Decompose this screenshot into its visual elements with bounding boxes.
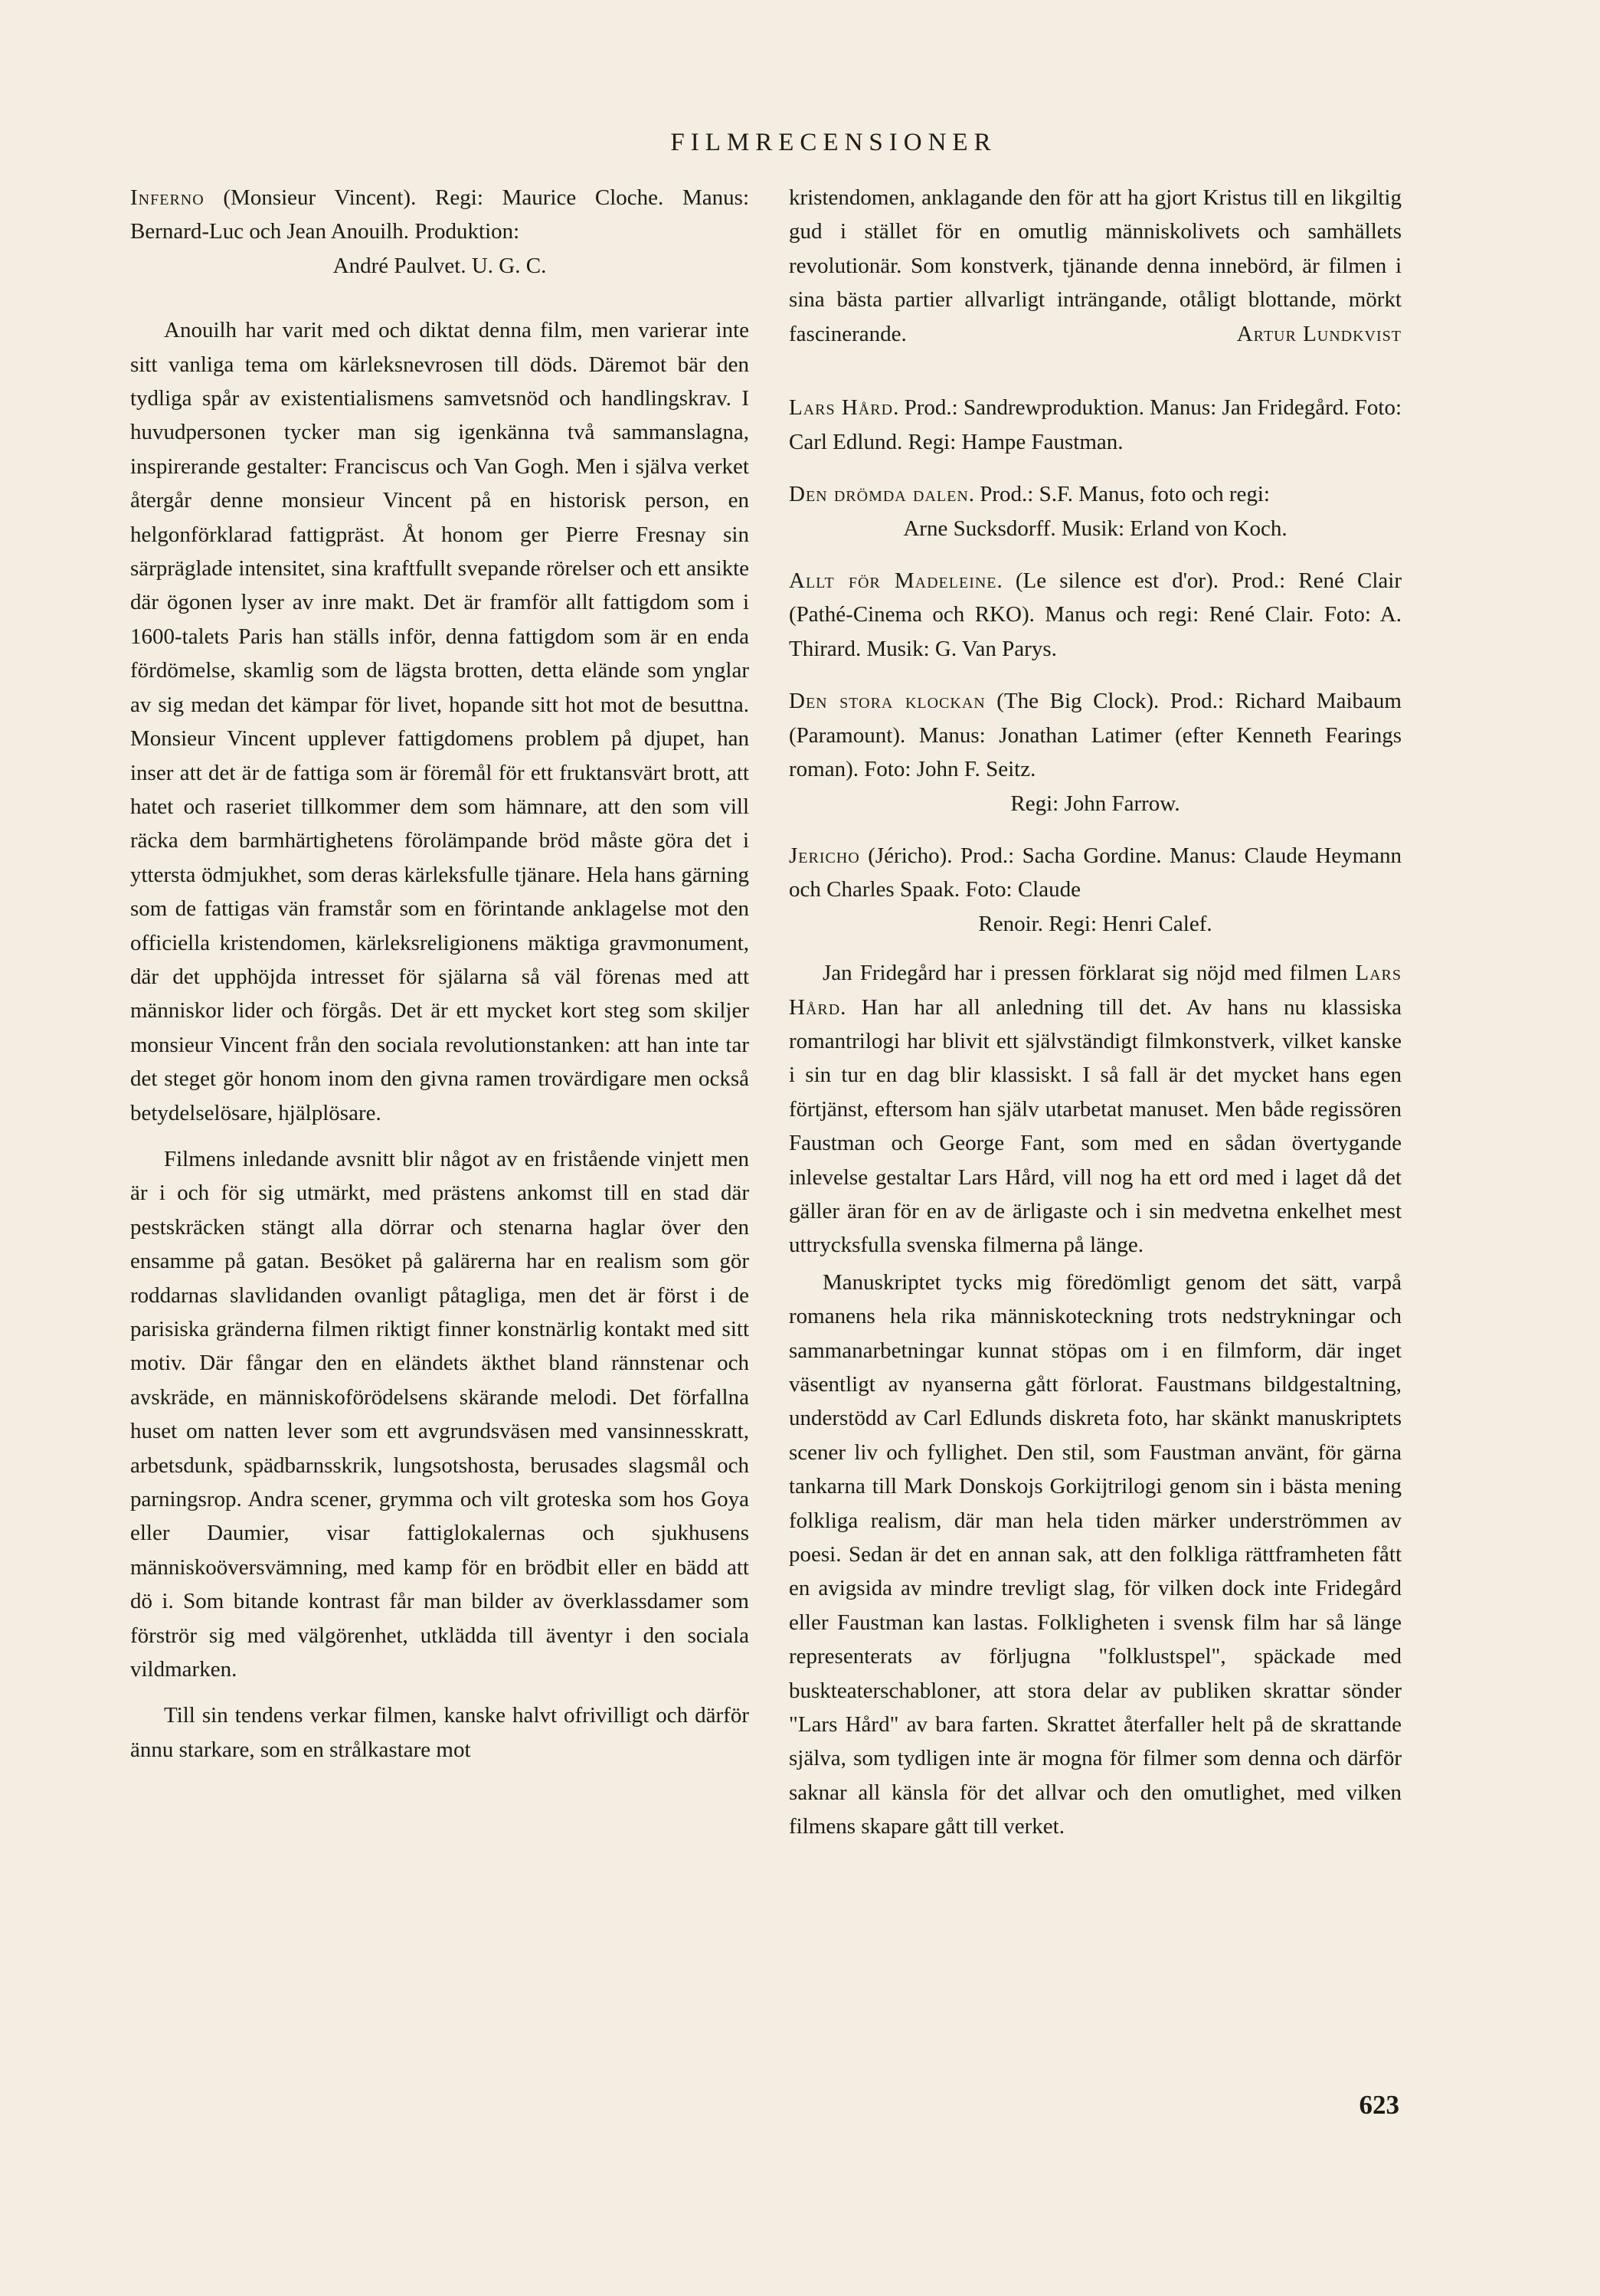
review-paragraph: Till sin tendens verkar filmen, kanske halvt ofrivilligt och därför ännu starkare, som en strålkastare mot xyxy=(130,1703,749,1762)
credit-lars-hard xyxy=(789,391,1402,459)
credit-allt-for-madeleine xyxy=(789,564,1402,666)
credits-text: . (Le silence est d'or). Prod.: René Clair (Pathé-Cinema och RKO). Manus och regi: René Clair. Foto: A. Thirard. Musik: G. Van Parys. xyxy=(789,568,1402,661)
credits-last-line: Regi: John Farrow. xyxy=(1010,791,1180,816)
film-title: Lars Hård xyxy=(789,395,894,421)
credit-den-dromda-dalen xyxy=(789,477,1402,545)
film-title: Jericho xyxy=(789,843,860,868)
film-title: Allt för Madeleine xyxy=(789,568,997,594)
review-paragraph: Filmens inledande avsnitt blir något av en fristående vinjett men är i och för sig utmärkt, med prästens ankomst till en stad där pestskräcken stängt alla dörrar och stenarna haglar över den ensamme på gatan. Besöket på galärerna har en realism som gör roddarnas slavlidanden ovanligt påtagliga, men det är först i de parisiska gränderna filmen riktigt finner konstnärlig kontakt med sitt motiv. Där fångar den en eländets äkthet bland rännstenar och avskräde, en människoförödelsens skärande melodi. Det förfallna huset om natten lever som ett avgrundsväsen med vansinnesskratt, arbetsdunk, spädbarnsskrik, lungsotshosta, berusades slagsmål och parningsrop. Andra scener, grymma och vilt groteska som hos Goya eller Daumier, visar fattiglokalernas och sjukhusens människoöversvämning, med kamp för en brödbit eller en bädd att dö i. Som bitande kontrast får man bilder av överklassdamer som förströr sig med välgörenhet, utklädda till äventyr i den sociala vildmarken. xyxy=(130,1146,749,1682)
film-title: Lars Hård xyxy=(789,961,1402,1020)
credits-last-line: André Paulvet. U. G. C. xyxy=(332,253,547,278)
credits-text: . Prod.: Sandrewproduktion. Manus: Jan Fridegård. Foto: Carl Edlund. Regi: Hampe Faustman. xyxy=(789,395,1402,454)
review-heading-inferno xyxy=(130,181,749,283)
credits-last-line: Renoir. Regi: Henri Calef. xyxy=(978,911,1212,936)
film-title: Den drömda dalen xyxy=(789,482,969,507)
film-title: Den stora klockan xyxy=(789,689,986,714)
credit-jericho xyxy=(789,839,1402,941)
review-paragraph: Manuskriptet tycks mig föredömligt genom det sätt, varpå romanens hela rika människoteckning trots nedstrykningar och sammanarbetningar kunnat stöpas om i en filmform, där inget väsentligt av nyanserna gått förlorat. Faustmans bildgestaltning, understödd av Carl Edlunds diskreta foto, har skänkt manuskriptets scener liv och fyllighet. Den stil, som Faustman använt, för gärna tankarna till Mark Donskojs Gorkijtrilogi genom sin i bästa mening folkliga realism, där man hela tiden märker underströmmen av poesi. Sedan är det en annan sak, att den folkliga rättframheten fått en avigsida av mindre trevligt slag, för vilken dock inte Fridegård eller Faustman kan lastas. Folkligheten i svensk film har så länge representerats av förljugna "folklustspel", späckade med buskteaterschabloner, att stora delar av publiken skrattar sönder "Lars Hård" av bara farten. Skrattet återfaller helt på de skrattande själva, som tydligen inte är mogna för filmer som denna och därför saknar all känsla för det allvar och den omutlighet, med vilken filmens skapare gått till verket. xyxy=(789,1269,1402,1839)
credits-text: (The Big Clock). Prod.: Richard Maibaum (Paramount). Manus: Jonathan Latimer (efter Kenneth Fearings roman). Foto: John F. Seitz. xyxy=(789,689,1402,782)
film-title: Inferno xyxy=(130,185,204,210)
right-column xyxy=(789,181,1402,1844)
left-column xyxy=(130,181,749,1767)
review-paragraph: Anouilh har varit med och diktat denna film, men varierar inte sitt vanliga tema om kärleksnevrosen till döds. Däremot bär den tydliga spår av existentialismens samvetsnöd och handlingskrav. I huvudpersonen tycker man sig igenkänna två sammanslagna, inspirerande gestalter: Franciscus och Van Gogh. Men i själva verket återgår denne monsieur Vincent på en historisk person, en helgonförklarad fattigpräst. Åt honom ger Pierre Fresnay sin särpräglade intensitet, sina kraftfullt svepande rörelser och ett ansikte där ögonen lyser av inre makt. Det är framför allt fattigdom som i 1600-talets Paris han ställs inför, denna fattigdom som är en enda fördömelse, skamlig som de lägsta brotten, detta elände som ynglar av sig medan det kämpar för livet, hopande sitt hot mot de besuttna. Monsieur Vincent upplever fattigdomens problem på djupet, han inser att det är de fattiga som är föremål för ett fruktansvärt brott, att hatet och raseriet tillkommer dem som hämnare, att den som vill räcka dem barmhärtighetens förolämpande bröd måste göra det i yttersta ödmjukhet, som deras kärleksfulle tjänare. Hela hans gärning som de fattigas vän framstår som en förintande anklagelse mot den officiella kristendomen, kärleksreligionens mäktiga gravmonument, där det upphöjda intresset för själarna så väl förenas med att människor lider och förgås. Det är ett mycket kort steg som skiljer monsieur Vincent från den sociala revolutionstanken: att han inte tar det steget gör honom inom den givna ramen trovärdigare men också betydelselösare, hjälplösare. xyxy=(130,318,749,1125)
credits-text: (Monsieur Vincent). Regi: Maurice Cloche. Manus: Bernard-Luc och Jean Anouilh. Produktion: xyxy=(130,185,749,244)
review-paragraph: kristendomen, anklagande den för att ha gjort Kristus till en likgiltig gud i stället för en omutlig människolivets och samhällets revolutionär. Som konstverk, tjänande denna innebörd, är filmen i sina bästa partier allvarligt inträngande, otåligt blottande, mörkt fascinerande. xyxy=(789,185,1402,346)
reviewer-signature: Artur Lundkvist xyxy=(1236,322,1402,347)
credits-text: . Prod.: S.F. Manus, foto och regi: xyxy=(968,482,1270,507)
running-head: FILMRECENSIONER xyxy=(670,129,997,156)
page-number: 623 xyxy=(1359,2090,1399,2120)
credit-den-stora-klockan xyxy=(789,684,1402,820)
credits-text: (Jéricho). Prod.: Sacha Gordine. Manus: Claude Heymann och Charles Spaak. Foto: Claude xyxy=(789,843,1402,902)
review-paragraph xyxy=(789,956,1402,1263)
text-run: Jan Fridegård har i pressen förklarat sig nöjd med filmen xyxy=(823,961,1356,986)
credits-last-line: Arne Sucksdorff. Musik: Erland von Koch. xyxy=(903,516,1288,541)
text-run: . Han har all anledning till det. Av hans nu klassiska romantrilogi har blivit ett självständigt filmkonstverk, vilket kanske i sin tur en dag blir klassiskt. I så fall är det mycket hans egen förtjänst, eftersom han själv utarbetat manuset. Men både regissören Faustman och George Fant, som med en sådan övertygande inlevelse gestaltar Lars Hård, vill nog ha ett ord med i laget då det gäller äran för en av de ärligaste och i sin medvetna enkelhet mest uttrycksfulla svenska filmerna på länge. xyxy=(789,994,1402,1258)
